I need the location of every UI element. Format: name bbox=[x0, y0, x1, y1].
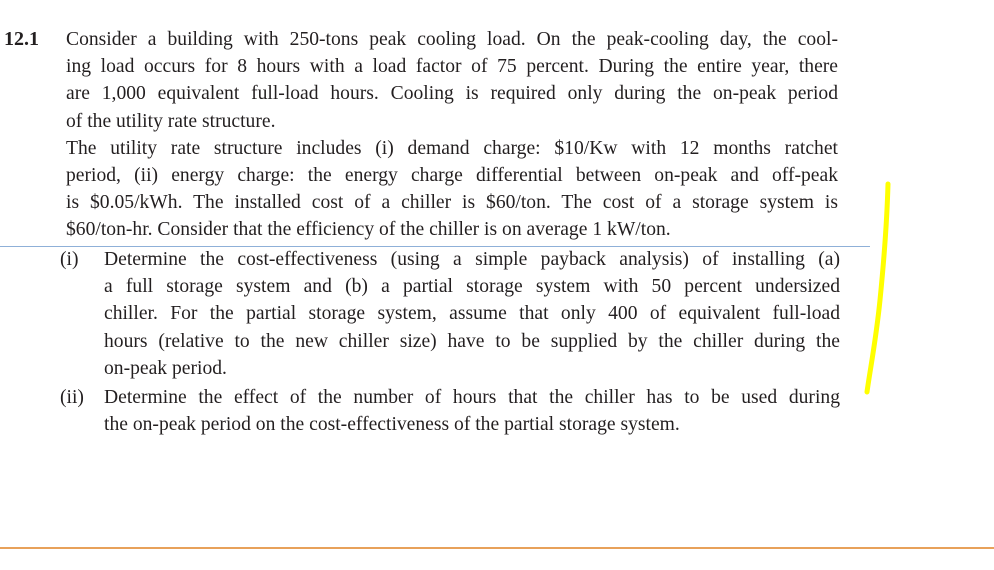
sub-question-label: (i) bbox=[60, 249, 79, 270]
text-line: Consider a building with 250-tons peak cooling load. On the peak-cooling day, the cool- bbox=[66, 29, 838, 50]
sub-question-label: (ii) bbox=[60, 387, 84, 409]
text-line: ing load occurs for 8 hours with a load factor of 75 percent. During the entire year, there bbox=[66, 56, 838, 78]
text-line: hours (relative to the new chiller size) have to be supplied by the chiller during the bbox=[104, 330, 840, 352]
text-line: a full storage system and (b) a partial storage system with 50 percent undersized bbox=[104, 276, 840, 298]
sub-question-list bbox=[60, 246, 840, 438]
text-line: Determine the effect of the number of hours that the chiller has to be used during bbox=[104, 387, 840, 409]
text-line: period, (ii) energy charge: the energy charge differential between on-peak and off-peak bbox=[66, 165, 838, 187]
text-line: chiller. For the partial storage system, assume that only 400 of equivalent full-load bbox=[104, 303, 840, 325]
problem-statement bbox=[66, 26, 838, 244]
sub-question-ii bbox=[60, 384, 840, 438]
text-line: of the utility rate structure. bbox=[66, 110, 276, 132]
text-line: is $0.05/kWh. The installed cost of a chiller is $60/ton. The cost of a storage system is bbox=[66, 192, 838, 214]
yellow-highlighter-stroke bbox=[858, 180, 898, 400]
problem-number: 12.1 bbox=[4, 28, 39, 50]
orange-divider-line bbox=[0, 547, 994, 549]
text-line: Determine the cost-effectiveness (using a simple payback analysis) of installing (a) bbox=[104, 249, 840, 270]
text-line: on-peak period. bbox=[104, 357, 227, 379]
text-line: the on-peak period on the cost-effectiveness of the partial storage system. bbox=[104, 414, 680, 436]
text-line: $60/ton-hr. Consider that the efficiency of the chiller is on average 1 kW/ton. bbox=[66, 219, 671, 241]
highlighter-stroke-path bbox=[867, 184, 888, 392]
text-line: The utility rate structure includes (i) demand charge: $10/Kw with 12 months ratchet bbox=[66, 137, 838, 159]
sub-question-i bbox=[60, 246, 840, 382]
text-line: are 1,000 equivalent full-load hours. Cooling is required only during the on-peak period bbox=[66, 83, 838, 105]
